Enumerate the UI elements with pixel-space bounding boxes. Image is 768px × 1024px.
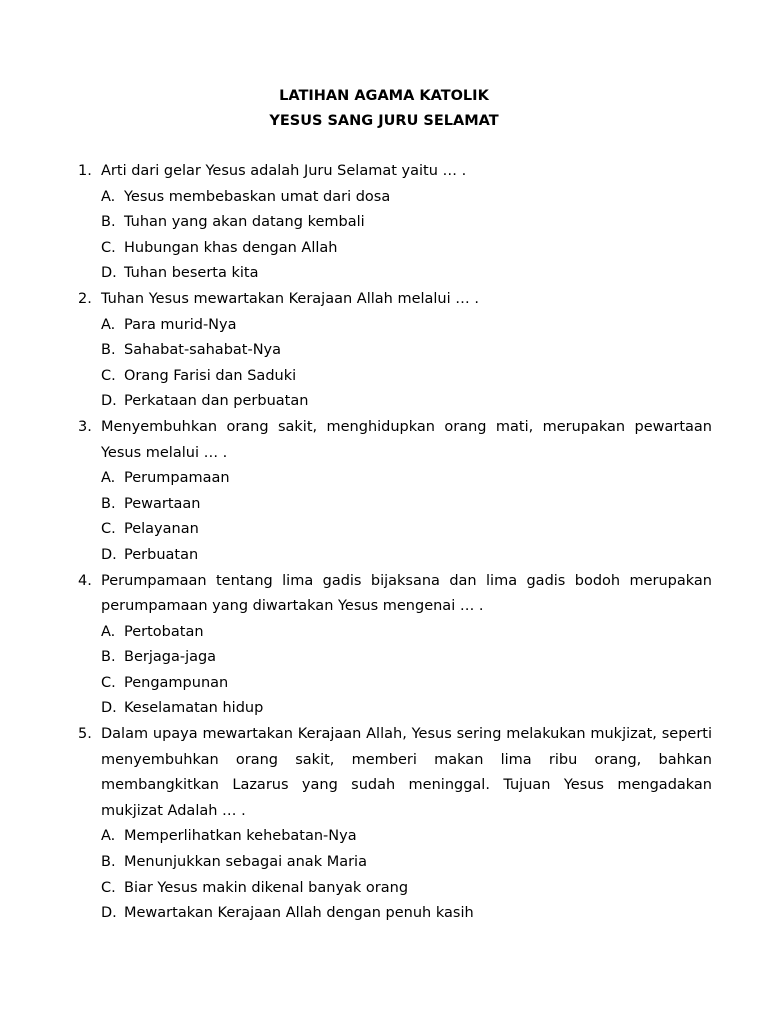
question-item xyxy=(78,287,712,415)
option-item xyxy=(101,185,712,211)
option-item xyxy=(101,901,712,927)
option-item xyxy=(101,645,712,671)
option-list xyxy=(101,313,712,415)
option-item xyxy=(101,389,712,415)
option-letter: A. xyxy=(101,828,116,845)
option-text: Yesus membebaskan umat dari dosa xyxy=(124,188,391,205)
option-item xyxy=(101,261,712,287)
option-item xyxy=(101,824,712,850)
option-text: Tuhan yang akan datang kembali xyxy=(124,214,365,231)
option-letter: C. xyxy=(101,239,116,256)
option-list xyxy=(101,185,712,287)
question-number: 2. xyxy=(78,290,92,307)
option-letter: A. xyxy=(101,316,116,333)
question-number: 1. xyxy=(78,163,92,179)
option-text: Pewartaan xyxy=(124,495,201,512)
option-item xyxy=(101,543,712,569)
question-text: Arti dari gelar Yesus adalah Juru Selamat yaitu … . xyxy=(101,163,467,179)
option-letter: D. xyxy=(101,546,117,563)
option-text: Tuhan beserta kita xyxy=(124,265,259,282)
option-text: Menunjukkan sebagai anak Maria xyxy=(124,854,367,871)
option-list xyxy=(101,620,712,722)
question-item xyxy=(78,159,712,287)
option-letter: D. xyxy=(101,905,117,922)
option-item xyxy=(101,338,712,364)
option-item xyxy=(101,313,712,339)
option-item xyxy=(101,696,712,722)
option-letter: D. xyxy=(101,393,117,410)
option-text: Pelayanan xyxy=(124,521,199,538)
question-text: Tuhan Yesus mewartakan Kerajaan Allah melalui … . xyxy=(101,290,479,307)
document-title xyxy=(0,84,768,134)
option-letter: C. xyxy=(101,674,116,691)
question-list xyxy=(78,159,712,927)
option-item xyxy=(101,466,712,492)
option-letter: B. xyxy=(101,649,116,666)
question-number: 4. xyxy=(78,572,92,589)
option-text: Pertobatan xyxy=(124,623,204,640)
option-letter: D. xyxy=(101,265,117,282)
option-letter: C. xyxy=(101,879,116,896)
option-item xyxy=(101,876,712,902)
option-text: Pengampunan xyxy=(124,674,229,691)
option-letter: B. xyxy=(101,854,116,871)
question-text: Menyembuhkan orang sakit, menghidupkan orang mati, merupakan pewartaan Yesus melalui … . xyxy=(101,418,712,461)
option-list xyxy=(101,824,712,926)
option-text: Keselamatan hidup xyxy=(124,700,264,717)
question-item xyxy=(78,415,712,569)
option-item xyxy=(101,236,712,262)
option-item xyxy=(101,492,712,518)
option-letter: B. xyxy=(101,214,116,231)
option-item xyxy=(101,850,712,876)
question-number: 3. xyxy=(78,418,92,435)
option-letter: B. xyxy=(101,495,116,512)
option-text: Mewartakan Kerajaan Allah dengan penuh kasih xyxy=(124,905,474,922)
option-letter: A. xyxy=(101,188,116,205)
option-text: Perumpamaan xyxy=(124,470,230,487)
option-text: Hubungan khas dengan Allah xyxy=(124,239,338,256)
question-text: Perumpamaan tentang lima gadis bijaksana dan lima gadis bodoh merupakan perumpamaan yang diwartakan Yesus mengenai … . xyxy=(101,572,712,615)
option-letter: D. xyxy=(101,700,117,717)
option-letter: C. xyxy=(101,521,116,538)
title-line-2: YESUS SANG JURU SELAMAT xyxy=(269,113,499,129)
option-item xyxy=(101,620,712,646)
question-number: 5. xyxy=(78,726,92,743)
option-item xyxy=(101,364,712,390)
option-letter: C. xyxy=(101,367,116,384)
option-text: Biar Yesus makin dikenal banyak orang xyxy=(124,879,409,896)
option-text: Para murid-Nya xyxy=(124,316,237,333)
option-text: Perkataan dan perbuatan xyxy=(124,393,309,410)
question-text: Dalam upaya mewartakan Kerajaan Allah, Yesus sering melakukan mukjizat, seperti menyembuhkan orang sakit, memberi makan lima ribu orang, bahkan membangkitkan Lazarus yang sudah meninggal. Tujuan Yesus mengadakan mukjizat Adalah … . xyxy=(101,726,712,819)
option-item xyxy=(101,210,712,236)
option-item xyxy=(101,517,712,543)
option-letter: A. xyxy=(101,623,116,640)
option-letter: A. xyxy=(101,470,116,487)
option-text: Orang Farisi dan Saduki xyxy=(124,367,297,384)
option-text: Berjaga-jaga xyxy=(124,649,217,666)
option-text: Perbuatan xyxy=(124,546,199,563)
option-text: Memperlihatkan kehebatan-Nya xyxy=(124,828,357,845)
question-item xyxy=(78,722,712,927)
question-item xyxy=(78,569,712,723)
option-list xyxy=(101,466,712,568)
title-line-1: LATIHAN AGAMA KATOLIK xyxy=(279,88,489,104)
option-letter: B. xyxy=(101,342,116,359)
option-item xyxy=(101,671,712,697)
option-text: Sahabat-sahabat-Nya xyxy=(124,342,282,359)
